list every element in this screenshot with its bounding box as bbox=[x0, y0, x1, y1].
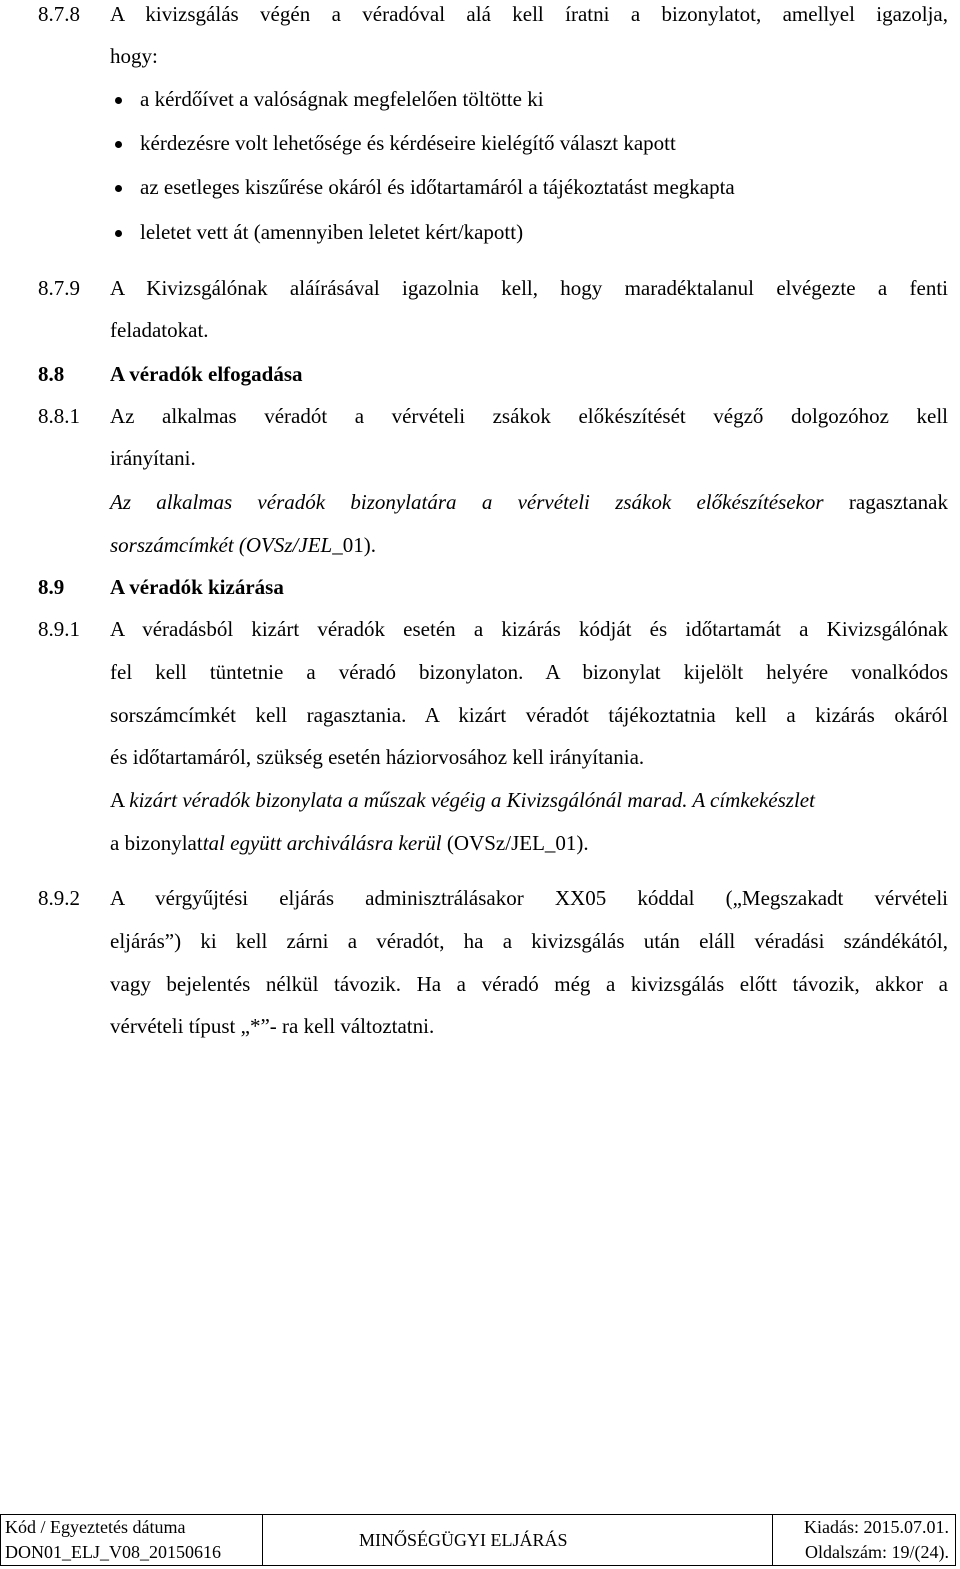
paragraph-line: A Kivizsgálónak aláírásával igazolnia kell, hogy maradéktalanul elvégezte a fenti bbox=[110, 276, 948, 300]
bullet-icon bbox=[115, 97, 122, 104]
section-heading: A véradók kizárása bbox=[110, 575, 284, 599]
footer-edition: Kiadás: 2015.07.01. bbox=[804, 1517, 949, 1537]
bullet-item: az esetleges kiszűrése okáról és időtartamáról a tájékoztatást megkapta bbox=[140, 175, 735, 199]
paragraph-line: vérvételi típust „*”- ra kell változtatni. bbox=[110, 1014, 435, 1038]
plain-text: 01). bbox=[342, 533, 376, 557]
footer-code-value: DON01_ELJ_V08_20150616 bbox=[5, 1542, 221, 1562]
page-footer bbox=[0, 1514, 956, 1566]
plain-text: ragasztanak bbox=[823, 490, 948, 514]
italic-text: kizárt véradók bizonylata a műszak végéig a Kivizsgálónál marad. A címkekészlet bbox=[129, 788, 815, 812]
plain-text: (OVSz/JEL_01). bbox=[441, 831, 589, 855]
plain-text: a bizonylat bbox=[110, 831, 203, 855]
section-number: 8.9.1 bbox=[38, 617, 80, 641]
bullet-icon bbox=[115, 185, 122, 192]
plain-text: A bbox=[110, 788, 130, 812]
paragraph-line: A véradásból kizárt véradók esetén a kizárás kódját és időtartamát a Kivizsgálónak bbox=[110, 617, 948, 641]
section-number: 8.8.1 bbox=[38, 404, 80, 428]
paragraph-line: feladatokat. bbox=[110, 318, 209, 342]
bullet-icon bbox=[115, 230, 122, 237]
section-number: 8.9 bbox=[38, 575, 65, 599]
italic-text: tal együtt archiválásra kerül bbox=[202, 831, 442, 855]
paragraph-line: vagy bejelentés nélkül távozik. Ha a véradó még a kivizsgálás előtt távozik, akkor a bbox=[110, 972, 948, 996]
bullet-icon bbox=[115, 141, 122, 148]
section-number: 8.7.9 bbox=[38, 276, 80, 300]
paragraph-line bbox=[110, 490, 948, 515]
italic-text: Az alkalmas véradók bizonylatára a vérvételi zsákok előkészítésekor bbox=[110, 490, 824, 514]
paragraph-line: és időtartamáról, szükség esetén háziorvosához kell irányítania. bbox=[110, 745, 645, 769]
paragraph-line bbox=[110, 533, 948, 558]
paragraph-line bbox=[110, 788, 948, 813]
bullet-item: leletet vett át (amennyiben leletet kért/kapott) bbox=[140, 220, 524, 244]
footer-title: MINŐSÉGÜGYI ELJÁRÁS bbox=[359, 1530, 568, 1550]
bullet-item: a kérdőívet a valóságnak megfelelően töltötte ki bbox=[140, 87, 544, 111]
paragraph-line: fel kell tüntetnie a véradó bizonylaton. A bizonylat kijelölt helyére vonalkódos bbox=[110, 660, 948, 684]
footer-code-cell bbox=[1, 1515, 263, 1565]
paragraph-line: irányítani. bbox=[110, 446, 196, 470]
paragraph-line: sorszámcímkét kell ragasztania. A kizárt véradót tájékoztatnia kell a kizárás okáról bbox=[110, 703, 948, 727]
italic-text: sorszámcímkét (OVSz/JEL_ bbox=[110, 533, 343, 557]
paragraph-line: eljárás”) ki kell zárni a véradót, ha a kivizsgálás után eláll véradási szándékától, bbox=[110, 929, 948, 953]
paragraph-line: hogy: bbox=[110, 44, 158, 68]
footer-page-number: Oldalszám: 19/(24). bbox=[805, 1542, 949, 1562]
section-heading: A véradók elfogadása bbox=[110, 362, 303, 386]
section-number: 8.9.2 bbox=[38, 886, 80, 910]
paragraph-line: Az alkalmas véradót a vérvételi zsákok előkészítését végző dolgozóhoz kell bbox=[110, 404, 948, 428]
bullet-item: kérdezésre volt lehetősége és kérdéseire kielégítő választ kapott bbox=[140, 131, 676, 155]
paragraph-line bbox=[110, 831, 948, 856]
footer-code-label: Kód / Egyeztetés dátuma bbox=[5, 1517, 186, 1537]
section-number: 8.8 bbox=[38, 362, 65, 386]
footer-title-cell bbox=[263, 1515, 773, 1565]
section-number: 8.7.8 bbox=[38, 2, 80, 26]
paragraph-line: A kivizsgálás végén a véradóval alá kell íratni a bizonylatot, amellyel igazolja, bbox=[110, 2, 948, 26]
footer-meta-cell bbox=[773, 1515, 955, 1565]
paragraph-line: A vérgyűjtési eljárás adminisztrálásakor XX05 kóddal („Megszakadt vérvételi bbox=[110, 886, 948, 910]
